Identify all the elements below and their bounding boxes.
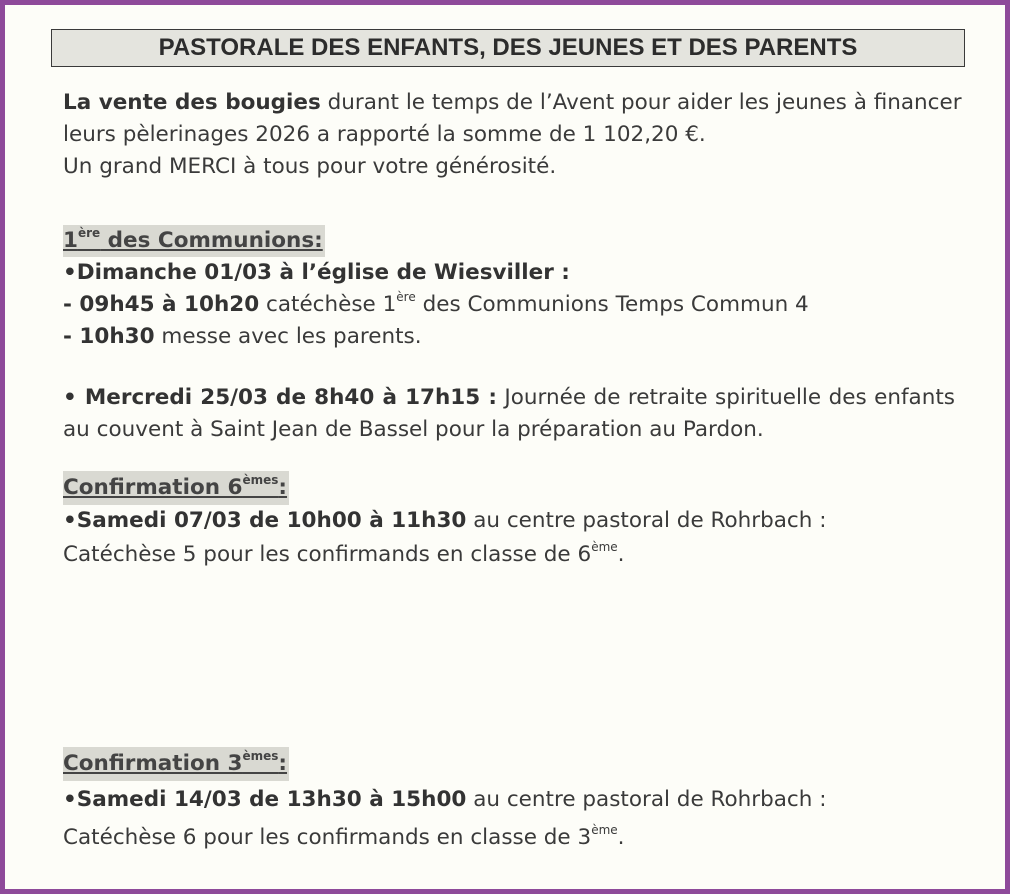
confirmation6-section: [63, 471, 955, 573]
intro-bold-lead: La vente des bougies: [63, 90, 321, 115]
confirmation6-detail: Catéchèse 5 pour les confirmands en classe de 6ème.: [63, 540, 625, 567]
confirmation6-event: •Samedi 07/03 de 10h00 à 11h30 au centre pastoral de Rohrbach :: [63, 508, 827, 533]
intro-line3: Un grand MERCI à tous pour votre générosité.: [63, 154, 557, 179]
communions-event2: [63, 382, 955, 446]
communions-heading: 1ère des Communions:: [63, 225, 325, 257]
communions-event1-title: •Dimanche 01/03 à l’église de Wiesviller :: [63, 260, 570, 285]
intro-line2: leurs pèlerinages 2026 a rapporté la somme de 1 102,20 €.: [63, 122, 706, 147]
communions-item2: - 10h30 messe avec les parents.: [63, 324, 422, 349]
confirmation3-event: •Samedi 14/03 de 13h30 à 15h00 au centre pastoral de Rohrbach :: [63, 787, 827, 812]
confirmation3-section: [63, 747, 955, 857]
communions-section: [63, 225, 955, 353]
intro-paragraph: [63, 87, 962, 183]
intro-line1-text: durant le temps de l’Avent pour aider les jeunes à financer: [320, 90, 962, 115]
communions-item1: - 09h45 à 10h20 catéchèse 1ère des Communions Temps Commun 4: [63, 290, 809, 317]
confirmation3-heading: Confirmation 3èmes:: [63, 747, 289, 781]
communions-event2-date: • Mercredi 25/03 de 8h40 à 17h15 :: [63, 385, 497, 410]
confirmation3-detail: Catéchèse 6 pour les confirmands en classe de 3ème.: [63, 823, 625, 850]
page-title: PASTORALE DES ENFANTS, DES JEUNES ET DES PARENTS: [51, 29, 965, 67]
communions-event2-text: Journée de retraite spirituelle des enfants au couvent à Saint Jean de Bassel pour la préparation au Pardon.: [63, 385, 955, 442]
confirmation6-heading: Confirmation 6èmes:: [63, 471, 289, 505]
